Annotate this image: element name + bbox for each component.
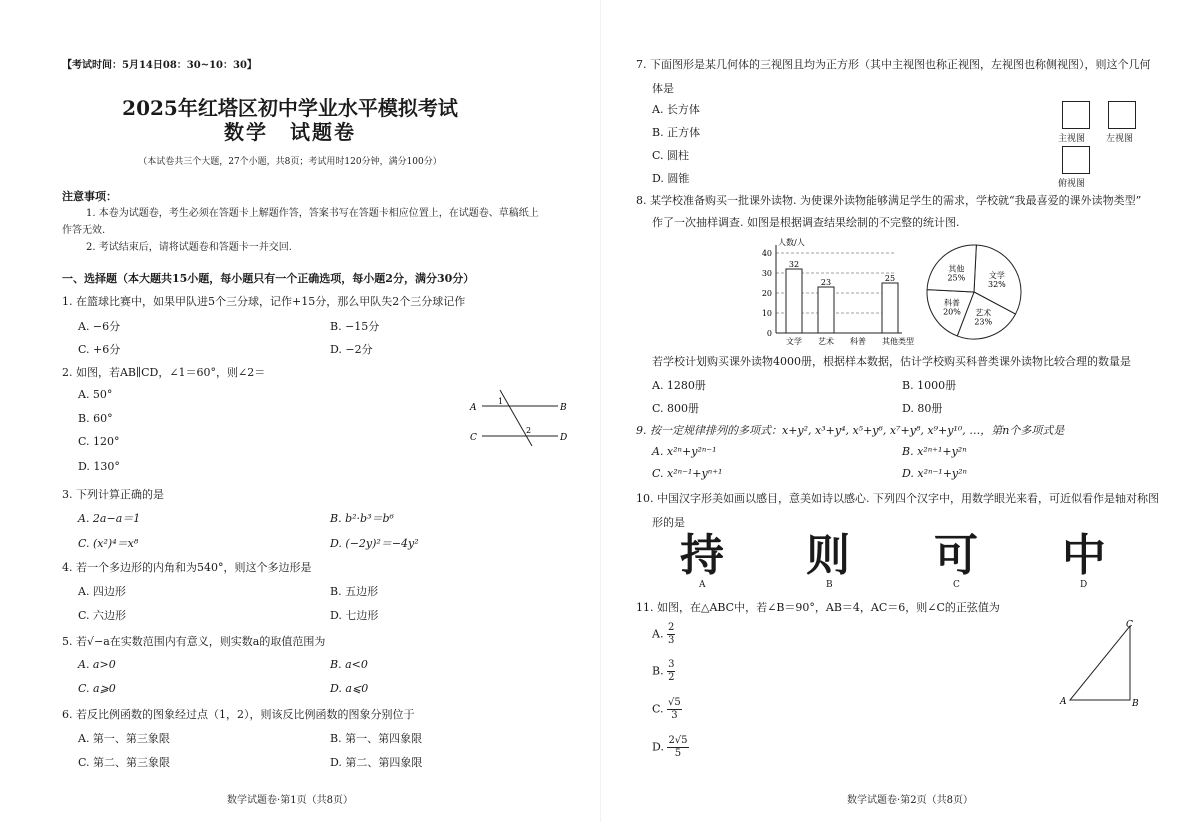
char-option-c: 可 bbox=[934, 530, 978, 581]
notes-heading: 注意事项： bbox=[62, 190, 117, 203]
q1-option-b: B. −15分 bbox=[330, 320, 380, 333]
question-8-line-2: 作了一次抽样调查. 如图是根据调查结果绘制的不完整的统计图. bbox=[652, 216, 960, 229]
q9-option-c: C. x²ⁿ⁻¹+yⁿ⁺¹ bbox=[652, 467, 723, 480]
y-axis-label: 人数/人 bbox=[778, 238, 805, 247]
question-9: 9. 按一定规律排列的多项式：x+y², x³+y⁴, x⁵+y⁶, x⁷+y⁸, x⁹+y¹⁰, …，第n个多项式是 bbox=[636, 424, 1065, 437]
q3-option-c: C. (x²)⁴＝x⁸ bbox=[78, 537, 139, 550]
bar bbox=[786, 269, 802, 333]
angle-2-label: 2 bbox=[526, 426, 532, 435]
question-3: 3. 下列计算正确的是 bbox=[62, 488, 164, 501]
label-c: C bbox=[470, 433, 477, 443]
q9-option-d: D. x²ⁿ⁻¹+y²ⁿ bbox=[902, 467, 968, 480]
exam-info: （本试卷共三个大题，27个小题，共8页；考试用时120分钟，满分100分） bbox=[138, 157, 442, 167]
q3-option-d: D. (−2y)²＝−4y² bbox=[330, 537, 419, 550]
right-triangle-figure bbox=[1056, 618, 1140, 710]
q2-option-a: A. 50° bbox=[78, 388, 113, 401]
q4-option-a: A. 四边形 bbox=[78, 585, 126, 598]
triangle-abc bbox=[1070, 626, 1130, 700]
q6-option-d: D. 第二、第四象限 bbox=[330, 756, 423, 769]
bar-value-label: 32 bbox=[788, 260, 800, 269]
side-view-square bbox=[1108, 101, 1136, 129]
q6-option-c: C. 第二、第三象限 bbox=[78, 756, 171, 769]
q11-option-b: B. $\frac{3}{2}$ bbox=[652, 659, 675, 683]
q1-option-a: A. −6分 bbox=[78, 320, 121, 333]
char-label-b: B bbox=[826, 580, 833, 590]
pie-chart bbox=[922, 240, 1026, 344]
bar bbox=[882, 283, 898, 333]
question-7-line-1: 7. 下面图形是某几何体的三视图且均为正方形（其中主视图也称正视图，左视图也称侧视图），则这个几何 bbox=[636, 58, 1151, 71]
char-label-d: D bbox=[1080, 580, 1088, 590]
question-10-line-1: 10. 中国汉字形美如画以感目，意美如诗以感心. 下列四个汉字中，用数学眼光来看，可近似看作是轴对称图 bbox=[636, 492, 1159, 505]
section-1-heading: 一、选择题（本大题共15小题，每小题只有一个正确选项，每小题2分，满分30分） bbox=[62, 272, 475, 285]
pie-slice-percent: 25% bbox=[947, 273, 966, 283]
q11-option-a: A. $\frac{2}{3}$ bbox=[652, 622, 675, 646]
pie-slice-name: 艺术 bbox=[975, 308, 992, 318]
y-tick-label: 10 bbox=[761, 309, 772, 318]
note-1-line-2: 作答无效. bbox=[62, 225, 106, 236]
q5-option-b: B. a<0 bbox=[330, 658, 368, 671]
x-axis-label: 类型 bbox=[898, 337, 914, 346]
question-5: 5. 若√−a在实数范围内有意义，则实数a的取值范围为 bbox=[62, 635, 326, 648]
note-1-line-1: 1. 本卷为试题卷，考生必须在答题卡上解题作答，答案书写在答题卡相应位置上，在试题卷、草稿纸上 bbox=[86, 208, 539, 219]
q2-option-d: D. 130° bbox=[78, 460, 120, 473]
q3-option-b: B. b²·b³＝b⁶ bbox=[330, 512, 394, 525]
category-label: 艺术 bbox=[818, 337, 834, 346]
q5-option-c: C. a⩾0 bbox=[78, 682, 116, 695]
transversal bbox=[500, 390, 532, 446]
q8-option-a: A. 1280册 bbox=[652, 379, 706, 392]
question-10-line-2: 形的是 bbox=[652, 516, 685, 529]
q9-option-b: B. x²ⁿ⁺¹+y²ⁿ bbox=[902, 445, 967, 458]
q2-option-b: B. 60° bbox=[78, 412, 113, 425]
top-view-square bbox=[1062, 146, 1090, 174]
question-8-line-1: 8. 某学校准备购买一批课外读物. 为使课外读物能够满足学生的需求，学校就“我最喜爱的课外读物类型” bbox=[636, 194, 1142, 207]
q2-option-c: C. 120° bbox=[78, 435, 120, 448]
parallel-lines-figure bbox=[466, 384, 576, 450]
vertex-c: C bbox=[1126, 620, 1133, 630]
y-tick-label: 30 bbox=[761, 269, 772, 278]
y-tick-label: 40 bbox=[761, 249, 772, 258]
exam-subtitle: 数学 试题卷 bbox=[224, 120, 356, 144]
q6-option-a: A. 第一、第三象限 bbox=[78, 732, 170, 745]
label-b: B bbox=[560, 403, 567, 413]
q8-option-c: C. 800册 bbox=[652, 402, 700, 415]
vertex-b: B bbox=[1132, 699, 1139, 709]
question-11: 11. 如图，在△ABC中，若∠B＝90°，AB＝4，AC＝6，则∠C的正弦值为 bbox=[636, 601, 1000, 614]
q8-option-b: B. 1000册 bbox=[902, 379, 957, 392]
question-1: 1. 在篮球比赛中，如果甲队进5个三分球，记作+15分，那么甲队失2个三分球记作 bbox=[62, 295, 466, 308]
vertex-a: A bbox=[1060, 697, 1067, 707]
bar-chart bbox=[744, 236, 914, 348]
q7-option-c: C. 圆柱 bbox=[652, 149, 690, 162]
bar bbox=[818, 287, 834, 333]
page-1-footer: 数学试题卷·第1页（共8页） bbox=[227, 795, 353, 806]
question-4: 4. 若一个多边形的内角和为540°，则这个多边形是 bbox=[62, 561, 312, 574]
q7-option-d: D. 圆锥 bbox=[652, 172, 690, 185]
q8-option-d: D. 80册 bbox=[902, 402, 943, 415]
q11-option-d: D. $\frac{2√5}{5}$ bbox=[652, 735, 688, 759]
category-label: 其他 bbox=[882, 337, 898, 346]
label-d: D bbox=[560, 433, 568, 443]
front-view-label: 主视图 bbox=[1058, 134, 1086, 144]
note-2: 2. 考试结束后，请将试题卷和答题卡一并交回. bbox=[86, 242, 292, 253]
label-a: A bbox=[470, 403, 477, 413]
angle-1-label: 1 bbox=[498, 397, 504, 406]
exam-title: 2025年红塔区初中学业水平模拟考试 bbox=[122, 96, 458, 120]
pie-slice-name: 文学 bbox=[988, 271, 1005, 281]
q9-option-a: A. x²ⁿ+y²ⁿ⁻¹ bbox=[652, 445, 717, 458]
char-option-a: 持 bbox=[680, 530, 724, 581]
exam-time: 【考试时间：5月14日08：30~10：30】 bbox=[62, 60, 257, 71]
bar-value-label: 25 bbox=[884, 274, 896, 283]
q7-option-b: B. 正方体 bbox=[652, 126, 701, 139]
category-label: 科普 bbox=[850, 337, 866, 346]
q1-option-c: C. +6分 bbox=[78, 343, 121, 356]
question-7-line-2: 体是 bbox=[652, 82, 674, 95]
q3-option-a: A. 2a−a＝1 bbox=[78, 512, 141, 525]
question-6: 6. 若反比例函数的图象经过点（1，2），则该反比例函数的图象分别位于 bbox=[62, 708, 415, 721]
q5-option-d: D. a⩽0 bbox=[330, 682, 369, 695]
y-tick-label: 0 bbox=[766, 329, 772, 338]
q11-option-c: C. $\frac{√5}{3}$ bbox=[652, 697, 681, 721]
question-2: 2. 如图，若AB∥CD，∠1＝60°，则∠2＝ bbox=[62, 366, 266, 379]
char-label-a: A bbox=[699, 580, 706, 590]
q4-option-c: C. 六边形 bbox=[78, 609, 127, 622]
y-tick-label: 20 bbox=[761, 289, 772, 298]
q5-option-a: A. a>0 bbox=[78, 658, 116, 671]
side-view-label: 左视图 bbox=[1106, 134, 1134, 144]
pie-slice-percent: 20% bbox=[943, 307, 961, 317]
pie-slice-percent: 23% bbox=[974, 317, 993, 327]
char-label-c: C bbox=[953, 580, 960, 590]
top-view-label: 俯视图 bbox=[1058, 179, 1086, 189]
q7-option-a: A. 长方体 bbox=[652, 103, 700, 116]
pie-slice-name: 其他 bbox=[948, 264, 965, 274]
q1-option-d: D. −2分 bbox=[330, 343, 373, 356]
q4-option-d: D. 七边形 bbox=[330, 609, 379, 622]
char-option-b: 则 bbox=[806, 530, 850, 581]
category-label: 文学 bbox=[786, 337, 802, 346]
pie-slice-percent: 32% bbox=[988, 280, 1006, 290]
q4-option-b: B. 五边形 bbox=[330, 585, 379, 598]
char-option-d: 中 bbox=[1062, 530, 1106, 581]
page-2-footer: 数学试题卷·第2页（共8页） bbox=[847, 795, 973, 806]
page-divider bbox=[600, 0, 601, 822]
bar-value-label: 23 bbox=[820, 278, 832, 287]
question-8-line-3: 若学校计划购买课外读物4000册，根据样本数据，估计学校购买科普类课外读物比较合理的数量是 bbox=[652, 355, 1131, 368]
pie-slice-name: 科普 bbox=[943, 298, 960, 308]
front-view-square bbox=[1062, 101, 1090, 129]
q6-option-b: B. 第一、第四象限 bbox=[330, 732, 423, 745]
